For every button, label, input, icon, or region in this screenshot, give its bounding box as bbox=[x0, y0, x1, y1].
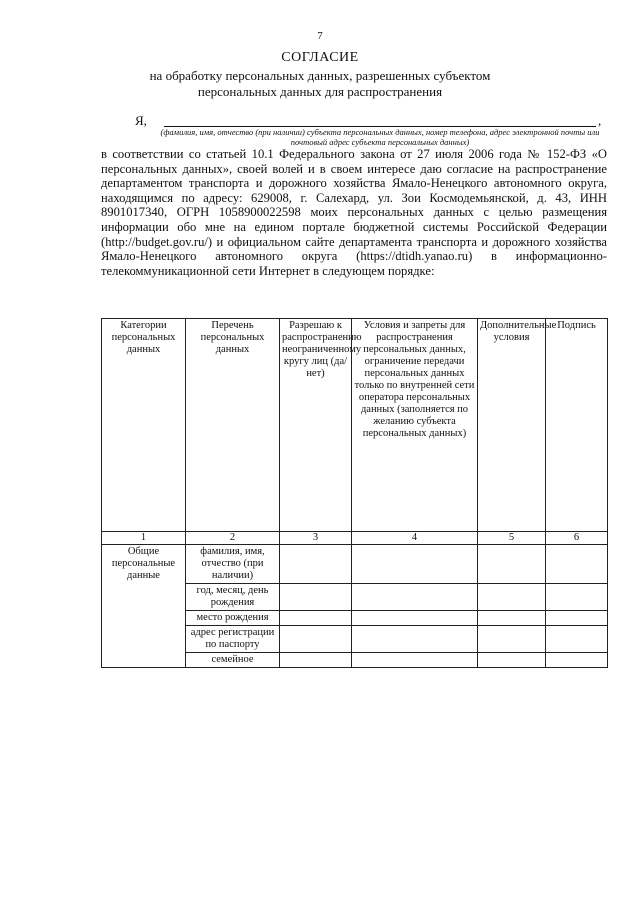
cell-additional[interactable] bbox=[478, 626, 546, 653]
header-permit: Разрешаю к распространению неограниченному кругу лиц (да/нет) bbox=[280, 319, 352, 532]
item-registration-address: адрес регистрации по паспорту bbox=[186, 626, 280, 653]
cell-permit[interactable] bbox=[280, 584, 352, 611]
cell-conditions[interactable] bbox=[352, 611, 478, 626]
field-caption: (фамилия, имя, отчество (при наличии) субъекта персональных данных, номер телефона, адрес электронной почты или почтовый адрес субъекта персональных данных) bbox=[160, 127, 600, 147]
cell-signature[interactable] bbox=[546, 545, 608, 584]
ya-label: Я, bbox=[135, 113, 147, 128]
cell-conditions[interactable] bbox=[352, 545, 478, 584]
column-number: 6 bbox=[546, 532, 608, 545]
consent-body-text: в соответствии со статьей 10.1 Федерального закона от 27 июля 2006 года № 152-ФЗ «О персональных данных», своей волей и в своем интересе даю согласие на распространение департаментом транспорта и дорожного хозяйства Ямало-Ненецкого автономного округа, находящимся по адресу: 629008, г. Салехард, ул. Зои Космодемьянской, д. 43, ИНН 8901017340, ОГРН 1058900022598 моих персональных данных с целью размещения информации обо мне на едином портале бюджетной системы Российской Федерации (http://budget.gov.ru/) и официальном сайте департамента транспорта и дорожного хозяйства Ямало-Ненецкого автономного округа (https://dtidh.yanao.ru) в информационно-телекоммуникационной сети Интернет в следующем порядке: bbox=[101, 147, 607, 278]
column-number-row bbox=[102, 532, 608, 545]
item-family: семейное bbox=[186, 653, 280, 668]
header-signature: Подпись bbox=[546, 319, 608, 532]
cell-additional[interactable] bbox=[478, 584, 546, 611]
cell-conditions[interactable] bbox=[352, 626, 478, 653]
cell-signature[interactable] bbox=[546, 653, 608, 668]
cell-permit[interactable] bbox=[280, 545, 352, 584]
cell-signature[interactable] bbox=[546, 611, 608, 626]
item-birthplace: место рождения bbox=[186, 611, 280, 626]
item-fio: фамилия, имя, отчество (при наличии) bbox=[186, 545, 280, 584]
header-list: Перечень персональных данных bbox=[186, 319, 280, 532]
column-number: 1 bbox=[102, 532, 186, 545]
cell-additional[interactable] bbox=[478, 653, 546, 668]
document-title: СОГЛАСИЕ bbox=[281, 50, 359, 65]
header-conditions: Условия и запреты для распространения персональных данных, ограничение передачи персональных данных только по внутренней сети оператора персональных данных (заполняется по желанию субъекта персональных данных) bbox=[352, 319, 478, 532]
personal-data-table bbox=[101, 318, 608, 668]
cell-additional[interactable] bbox=[478, 545, 546, 584]
document-subtitle: на обработку персональных данных, разрешенных субъектом персональных данных для распространения bbox=[149, 68, 491, 99]
cell-conditions[interactable] bbox=[352, 653, 478, 668]
item-birthdate: год, месяц, день рождения bbox=[186, 584, 280, 611]
column-number: 4 bbox=[352, 532, 478, 545]
table-header-row bbox=[102, 319, 608, 532]
header-category: Категории персональных данных bbox=[102, 319, 186, 532]
cell-permit[interactable] bbox=[280, 626, 352, 653]
column-number: 5 bbox=[478, 532, 546, 545]
column-number: 3 bbox=[280, 532, 352, 545]
cell-signature[interactable] bbox=[546, 626, 608, 653]
header-additional: Дополнительные условия bbox=[478, 319, 546, 532]
ya-comma: , bbox=[598, 113, 602, 128]
cell-conditions[interactable] bbox=[352, 584, 478, 611]
cell-signature[interactable] bbox=[546, 584, 608, 611]
cell-permit[interactable] bbox=[280, 611, 352, 626]
table-row bbox=[102, 545, 608, 584]
column-number: 2 bbox=[186, 532, 280, 545]
cell-additional[interactable] bbox=[478, 611, 546, 626]
page-number: 7 bbox=[317, 30, 323, 42]
category-general: Общие персональные данные bbox=[102, 545, 186, 668]
cell-permit[interactable] bbox=[280, 653, 352, 668]
